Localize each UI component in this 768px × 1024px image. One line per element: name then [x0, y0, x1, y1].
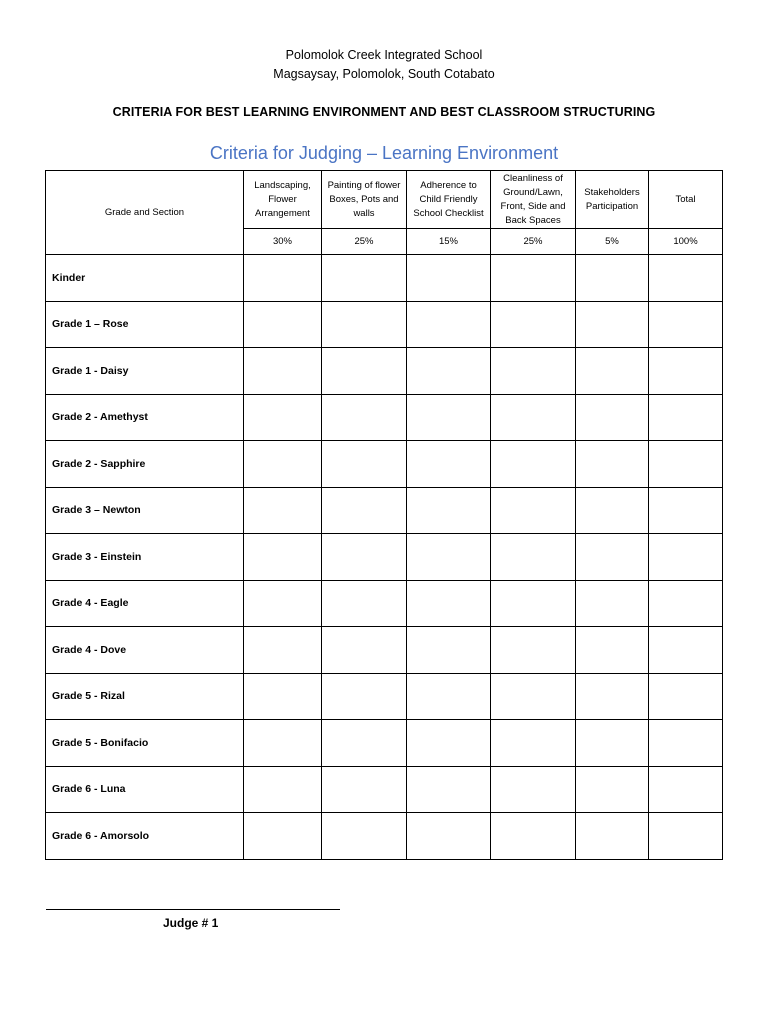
score-cell [244, 813, 322, 860]
score-cell [649, 487, 723, 534]
section-title: Criteria for Judging – Learning Environment [209, 143, 559, 163]
score-cell [407, 255, 491, 302]
score-cell [407, 627, 491, 674]
criterion-header: Painting of flower Boxes, Pots and walls [322, 171, 407, 229]
score-cell [491, 673, 576, 720]
score-cell [407, 534, 491, 581]
score-cell [491, 580, 576, 627]
score-cell [407, 394, 491, 441]
score-cell [407, 580, 491, 627]
score-cell [491, 720, 576, 767]
score-cell [649, 580, 723, 627]
score-cell [244, 766, 322, 813]
score-cell [322, 255, 407, 302]
score-cell [244, 580, 322, 627]
grade-section-label: Grade 1 - Daisy [46, 348, 244, 395]
score-cell [491, 301, 576, 348]
score-cell [244, 627, 322, 674]
score-cell [491, 255, 576, 302]
score-cell [244, 487, 322, 534]
score-cell [322, 720, 407, 767]
grade-section-label: Grade 4 - Eagle [46, 580, 244, 627]
document-title: CRITERIA FOR BEST LEARNING ENVIRONMENT AND BEST CLASSROOM STRUCTURING [112, 105, 656, 119]
score-cell [244, 534, 322, 581]
table-row [46, 255, 723, 302]
grade-section-label: Grade 6 - Amorsolo [46, 813, 244, 860]
grade-section-label: Grade 3 – Newton [46, 487, 244, 534]
score-cell [244, 441, 322, 488]
table-row [46, 766, 723, 813]
score-cell [244, 394, 322, 441]
score-cell [407, 441, 491, 488]
score-cell [244, 301, 322, 348]
grade-section-label: Grade 3 - Einstein [46, 534, 244, 581]
score-cell [576, 255, 649, 302]
grade-section-label: Grade 4 - Dove [46, 627, 244, 674]
score-cell [322, 441, 407, 488]
score-cell [491, 813, 576, 860]
score-cell [576, 487, 649, 534]
score-cell [244, 348, 322, 395]
score-cell [407, 766, 491, 813]
score-cell [576, 394, 649, 441]
grade-section-label: Grade 2 - Amethyst [46, 394, 244, 441]
table-row [46, 348, 723, 395]
table-row [46, 301, 723, 348]
score-cell [576, 813, 649, 860]
score-cell [407, 720, 491, 767]
score-cell [407, 813, 491, 860]
grade-section-label: Grade 5 - Bonifacio [46, 720, 244, 767]
score-cell [491, 487, 576, 534]
score-cell [649, 673, 723, 720]
grade-section-label: Kinder [46, 255, 244, 302]
score-cell [244, 673, 322, 720]
score-cell [322, 673, 407, 720]
score-cell [322, 394, 407, 441]
table-row [46, 813, 723, 860]
criterion-weight: 30% [244, 229, 322, 255]
score-cell [576, 627, 649, 674]
score-cell [491, 627, 576, 674]
score-cell [322, 766, 407, 813]
grade-section-label: Grade 6 - Luna [46, 766, 244, 813]
score-cell [322, 627, 407, 674]
score-cell [491, 394, 576, 441]
score-cell [649, 813, 723, 860]
table-row [46, 720, 723, 767]
score-cell [322, 813, 407, 860]
table-row [46, 487, 723, 534]
score-cell [576, 348, 649, 395]
score-cell [244, 720, 322, 767]
score-cell [649, 627, 723, 674]
score-cell [576, 766, 649, 813]
table-row [46, 580, 723, 627]
criterion-weight: 5% [576, 229, 649, 255]
score-cell [407, 673, 491, 720]
table-row [46, 394, 723, 441]
criterion-header: Total [649, 171, 723, 229]
criteria-table [45, 170, 723, 860]
school-name: Polomolok Creek Integrated School [285, 48, 483, 62]
school-address: Magsaysay, Polomolok, South Cotabato [273, 67, 495, 81]
score-cell [649, 394, 723, 441]
criterion-weight: 25% [491, 229, 576, 255]
score-cell [491, 534, 576, 581]
table-row [46, 441, 723, 488]
score-cell [407, 487, 491, 534]
score-cell [322, 348, 407, 395]
score-cell [322, 487, 407, 534]
score-cell [649, 301, 723, 348]
score-cell [576, 580, 649, 627]
criterion-weight: 100% [649, 229, 723, 255]
score-cell [649, 255, 723, 302]
score-cell [407, 301, 491, 348]
score-cell [649, 766, 723, 813]
score-cell [322, 580, 407, 627]
score-cell [576, 441, 649, 488]
score-cell [649, 348, 723, 395]
score-cell [491, 441, 576, 488]
score-cell [649, 441, 723, 488]
score-cell [244, 255, 322, 302]
criteria-table-body [46, 255, 723, 860]
table-row [46, 673, 723, 720]
score-cell [649, 720, 723, 767]
table-row [46, 627, 723, 674]
grade-section-header: Grade and Section [46, 171, 244, 255]
grade-section-label: Grade 2 - Sapphire [46, 441, 244, 488]
grade-section-label: Grade 5 - Rizal [46, 673, 244, 720]
criterion-header: Landscaping, Flower Arrangement [244, 171, 322, 229]
criterion-header: Stakeholders Participation [576, 171, 649, 229]
criteria-header-row [46, 171, 723, 229]
criterion-header: Cleanliness of Ground/Lawn, Front, Side and Back Spaces [491, 171, 576, 229]
score-cell [576, 301, 649, 348]
score-cell [491, 766, 576, 813]
score-cell [491, 348, 576, 395]
grade-section-label: Grade 1 – Rose [46, 301, 244, 348]
criterion-weight: 25% [322, 229, 407, 255]
score-cell [576, 534, 649, 581]
score-cell [322, 534, 407, 581]
score-cell [322, 301, 407, 348]
score-cell [576, 673, 649, 720]
score-cell [407, 348, 491, 395]
criterion-weight: 15% [407, 229, 491, 255]
signature-line [46, 909, 340, 910]
table-row [46, 534, 723, 581]
score-cell [576, 720, 649, 767]
judge-label: Judge # 1 [163, 916, 219, 930]
score-cell [649, 534, 723, 581]
criterion-header: Adherence to Child Friendly School Checklist [407, 171, 491, 229]
